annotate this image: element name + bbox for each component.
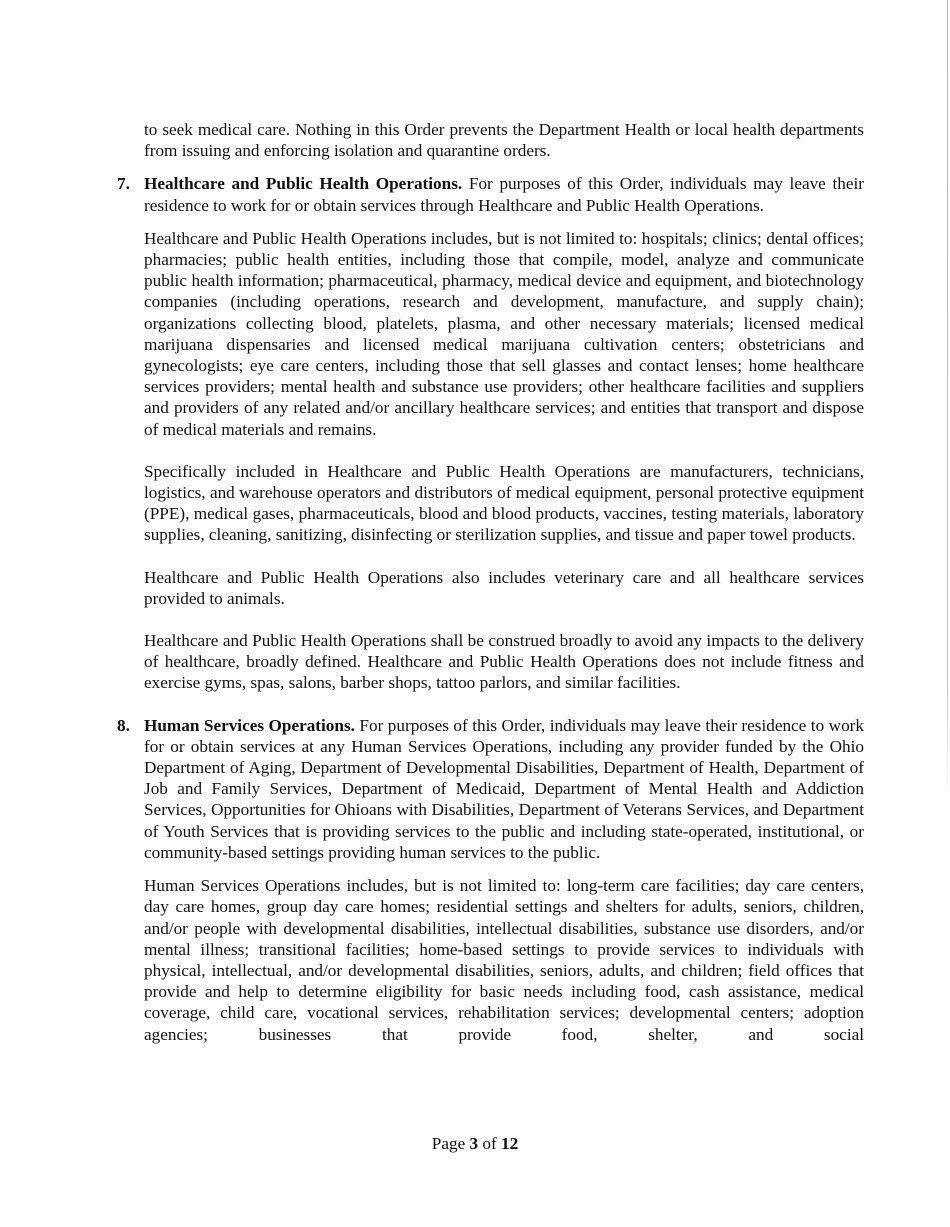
section-item-8 <box>117 715 864 863</box>
continuation-paragraph: to seek medical care. Nothing in this Order prevents the Department Health or local health departments from issuing and enforcing isolation and quarantine orders. <box>144 120 864 161</box>
current-page-number: 3 <box>469 1134 479 1153</box>
item-lead-paragraph <box>144 173 864 215</box>
item-lead-paragraph <box>144 715 864 863</box>
document-body <box>117 119 865 1045</box>
page-footer <box>0 1134 950 1154</box>
page-separator: of <box>478 1134 502 1153</box>
item-number: 8. <box>117 715 130 735</box>
paragraph-healthcare-specifically-included: Specifically included in Healthcare and Public Health Operations are manufacturers, technicians, logistics, and warehouse operators and distributors of medical equipment, personal protective equipment (PPE), medical gases, pharmaceuticals, blood and blood products, vaccines, testing materials, laboratory supplies, cleaning, sanitizing, disinfecting or sterilization supplies, and tissue and paper towel products. <box>144 461 864 545</box>
paragraph-human-services-includes: Human Services Operations includes, but is not limited to: long-term care facilities; day care centers, day care homes, group day care homes; residential settings and shelters for adults, seniors, children, and/or people with developmental disabilities, intellectual disabilities, substance use disorders, and/or mental illness; transitional facilities; home-based settings to provide services to individuals with physical, intellectual, and/or developmental disabilities, seniors, adults, and children; field offices that provide and help to determine eligibility for basic needs including food, cash assistance, medical coverage, child care, vocational services, rehabilitation services; developmental centers; adoption agencies; businesses that provide food, shelter, and social <box>144 876 864 1044</box>
item-lead-text: For purposes of this Order, individuals may leave their residence to work for or obtain services through Healthcare and Public Health Operations. <box>144 174 865 215</box>
paragraph-healthcare-construed-broadly: Healthcare and Public Health Operations shall be construed broadly to avoid any impacts to the delivery of healthcare, broadly defined. Healthcare and Public Health Operations does not include fitness and exercise gyms, spas, salons, barber shops, tattoo parlors, and similar facilities. <box>144 631 864 693</box>
total-pages-number: 12 <box>501 1134 519 1153</box>
paragraph-healthcare-veterinary: Healthcare and Public Health Operations also includes veterinary care and all healthcare services provided to animals. <box>144 567 864 608</box>
item-number: 7. <box>117 174 130 194</box>
section-item-7 <box>117 173 865 215</box>
item-heading: Healthcare and Public Health Operations. <box>144 174 463 194</box>
item-lead-text: For purposes of this Order, individuals may leave their residence to work for or obtain services at any Human Services Operations, including any provider funded by the Ohio Department of Aging, Department of Developmental Disabilities, Department of Health, Department of Job and Family Services, Department of Medicaid, Department of Mental Health and Addiction Services, Opportunities for Ohioans with Disabilities, Department of Veterans Services, and Department of Youth Services that is providing services to the public and including state-operated, institutional, or community-based settings providing human services to the public. <box>144 715 864 862</box>
page-label: Page <box>431 1134 470 1153</box>
item-heading: Human Services Operations. <box>144 715 355 735</box>
paragraph-healthcare-includes: Healthcare and Public Health Operations includes, but is not limited to: hospitals; clinics; dental offices; pharmacies; public health entities, including those that compile, model, analyze and communicate public health information; pharmaceutical, pharmacy, medical device and equipment, and biotechnology companies (including operations, research and development, manufacture, and supply chain); organizations collecting blood, platelets, plasma, and other necessary materials; licensed medical marijuana dispensaries and licensed medical marijuana cultivation centers; obstetricians and gynecologists; eye care centers, including those that sell glasses and contact lenses; home healthcare services providers; mental health and substance use providers; other healthcare facilities and suppliers and providers of any related and/or ancillary healthcare services; and entities that transport and dispose of medical materials and remains. <box>144 228 864 439</box>
page-edge-divider <box>947 0 948 800</box>
